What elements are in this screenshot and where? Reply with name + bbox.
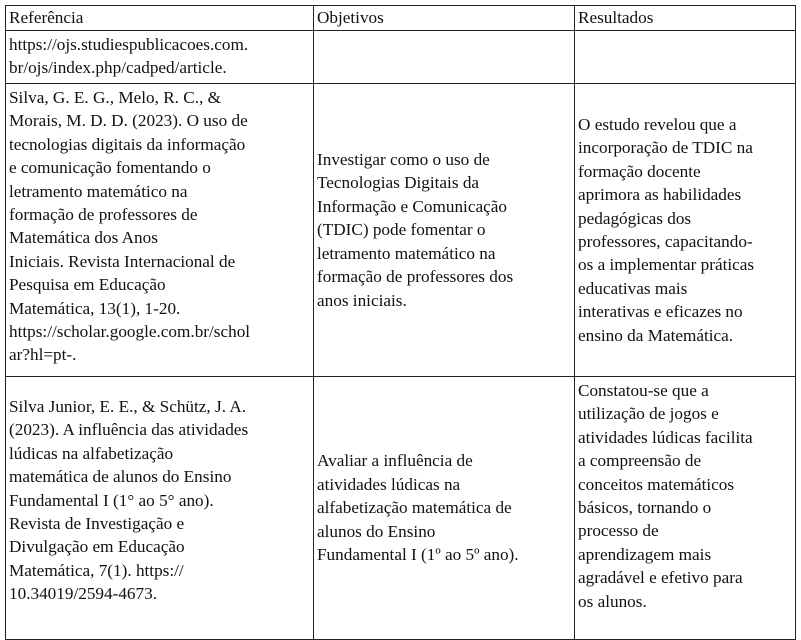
- reference-cell: https://ojs.studiespublicacoes.com. br/ojs/index.php/cadped/article.: [6, 31, 314, 84]
- literature-table: [5, 5, 796, 640]
- table-row: [6, 31, 796, 84]
- objectives-cell: [314, 31, 575, 84]
- table-row: [6, 377, 796, 640]
- header-results: Resultados: [575, 6, 796, 31]
- table-header-row: [6, 6, 796, 31]
- header-objectives: Objetivos: [314, 6, 575, 31]
- results-cell: O estudo revelou que a incorporação de TDIC na formação docente aprimora as habilidades pedagógicas dos professores, capacitando- os a implementar práticas educativas mais interativas e eficazes no ensino da Matemática.: [575, 84, 796, 377]
- results-cell: Constatou-se que a utilização de jogos e atividades lúdicas facilita a compreensão de conceitos matemáticos básicos, tornando o processo de aprendizagem mais agradável e efetivo para os alunos.: [575, 377, 796, 640]
- objectives-cell: Investigar como o uso de Tecnologias Digitais da Informação e Comunicação (TDIC) pode fomentar o letramento matemático na formação de professores dos anos iniciais.: [314, 84, 575, 377]
- objectives-cell: Avaliar a influência de atividades lúdicas na alfabetização matemática de alunos do Ensino Fundamental I (1º ao 5º ano).: [314, 377, 575, 640]
- reference-cell: Silva, G. E. G., Melo, R. C., & Morais, M. D. D. (2023). O uso de tecnologias digitais da informação e comunicação fomentando o letramento matemático na formação de professores de Matemática dos Anos Iniciais. Revista Internacional de Pesquisa em Educação Matemática, 13(1), 1-20. https://scholar.google.com.br/schol ar?hl=pt-.: [6, 84, 314, 377]
- table-row: [6, 84, 796, 377]
- results-cell: [575, 31, 796, 84]
- reference-cell: Silva Junior, E. E., & Schütz, J. A. (2023). A influência das atividades lúdicas na alfabetização matemática de alunos do Ensino Fundamental I (1° ao 5° ano). Revista de Investigação e Divulgação em Educação Matemática, 7(1). https:// 10.34019/2594-4673.: [6, 377, 314, 640]
- header-reference: Referência: [6, 6, 314, 31]
